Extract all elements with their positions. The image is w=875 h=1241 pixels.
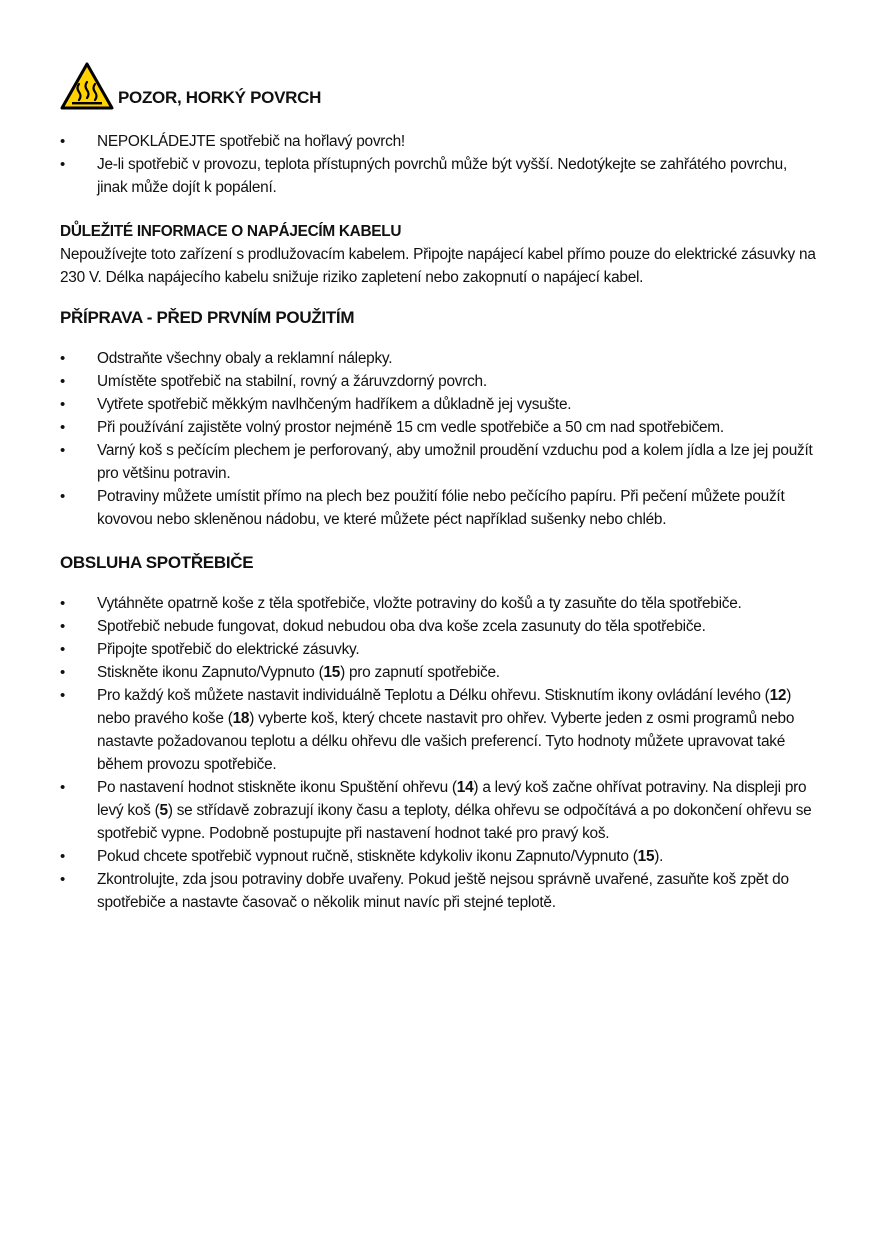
operation-title: OBSLUHA SPOTŘEBIČE	[60, 553, 254, 572]
preparation-title: PŘÍPRAVA - PŘED PRVNÍM POUŽITÍM	[60, 308, 355, 327]
operation-list	[60, 592, 820, 914]
power-cable-text: Nepoužívejte toto zařízení s prodlužovacím kabelem. Připojte napájecí kabel přímo pouze do elektrické zásuvky na 230 V. Délka napájecího kabelu snižuje riziko zapletení nebo zakopnutí o napájecí kabel.	[60, 246, 816, 286]
warning-title: POZOR, HORKÝ POVRCH	[118, 88, 322, 107]
power-cable-section	[60, 220, 820, 289]
list-item: • Varný koš s pečícím plechem je perforovaný, aby umožnil proudění vzduchu pod a kolem jídla a lze jej použít pro většinu potravin.	[60, 439, 820, 485]
power-cable-title: DŮLEŽITÉ INFORMACE O NAPÁJECÍM KABELU	[60, 223, 402, 240]
list-item: • Připojte spotřebič do elektrické zásuvky.	[60, 638, 820, 661]
list-item: • Umístěte spotřebič na stabilní, rovný a žáruvzdorný povrch.	[60, 370, 820, 393]
list-item: • Vytřete spotřebič měkkým navlhčeným hadříkem a důkladně jej vysušte.	[60, 393, 820, 416]
warning-list	[60, 130, 820, 199]
hot-surface-warning-icon	[60, 62, 114, 110]
list-item: • Je-li spotřebič v provozu, teplota přístupných povrchů může být vyšší. Nedotýkejte se zahřátého povrchu, jinak může dojít k popálení.	[60, 153, 820, 199]
list-item: • NEPOKLÁDEJTE spotřebič na hořlavý povrch!	[60, 130, 820, 153]
list-item: • Spotřebič nebude fungovat, dokud nebudou oba dva koše zcela zasunuty do těla spotřebiče.	[60, 615, 820, 638]
preparation-list	[60, 347, 820, 531]
list-item: • Pokud chcete spotřebič vypnout ručně, stiskněte kdykoliv ikonu Zapnuto/Vypnuto (15).	[60, 845, 820, 868]
list-item: • Stiskněte ikonu Zapnuto/Vypnuto (15) pro zapnutí spotřebiče.	[60, 661, 820, 684]
list-item: • Vytáhněte opatrně koše z těla spotřebiče, vložte potraviny do košů a ty zasuňte do těla spotřebiče.	[60, 592, 820, 615]
list-item: • Potraviny můžete umístit přímo na plech bez použití fólie nebo pečícího papíru. Při pečení můžete použít kovovou nebo skleněnou nádobu, ve které můžete péct například sušenky nebo chléb.	[60, 485, 820, 531]
warning-heading	[60, 58, 820, 110]
list-item: • Po nastavení hodnot stiskněte ikonu Spuštění ohřevu (14) a levý koš začne ohřívat potraviny. Na displeji pro levý koš (5) se střídavě zobrazují ikony času a teploty, délka ohřevu se odpočítává a po dokončení ohřevu se spotřebič vypne. Podobně postupujte při nastavení hodnot také pro pravý koš.	[60, 776, 820, 845]
list-item: • Zkontrolujte, zda jsou potraviny dobře uvařeny. Pokud ještě nejsou správně uvařené, zasuňte koš zpět do spotřebiče a nastavte časovač o několik minut navíc při stejné teplotě.	[60, 868, 820, 914]
list-item: • Pro každý koš můžete nastavit individuálně Teplotu a Délku ohřevu. Stisknutím ikony ovládání levého (12) nebo pravého koše (18) vyberte koš, který chcete nastavit pro ohřev. Vyberte jeden z osmi programů nebo nastavte požadovanou teplotu a délku ohřevu dle vašich preferencí. Tyto hodnoty můžete upravovat také během provozu spotřebiče.	[60, 684, 820, 776]
list-item: • Při používání zajistěte volný prostor nejméně 15 cm vedle spotřebiče a 50 cm nad spotřebičem.	[60, 416, 820, 439]
document-page	[60, 58, 820, 914]
list-item: • Odstraňte všechny obaly a reklamní nálepky.	[60, 347, 820, 370]
